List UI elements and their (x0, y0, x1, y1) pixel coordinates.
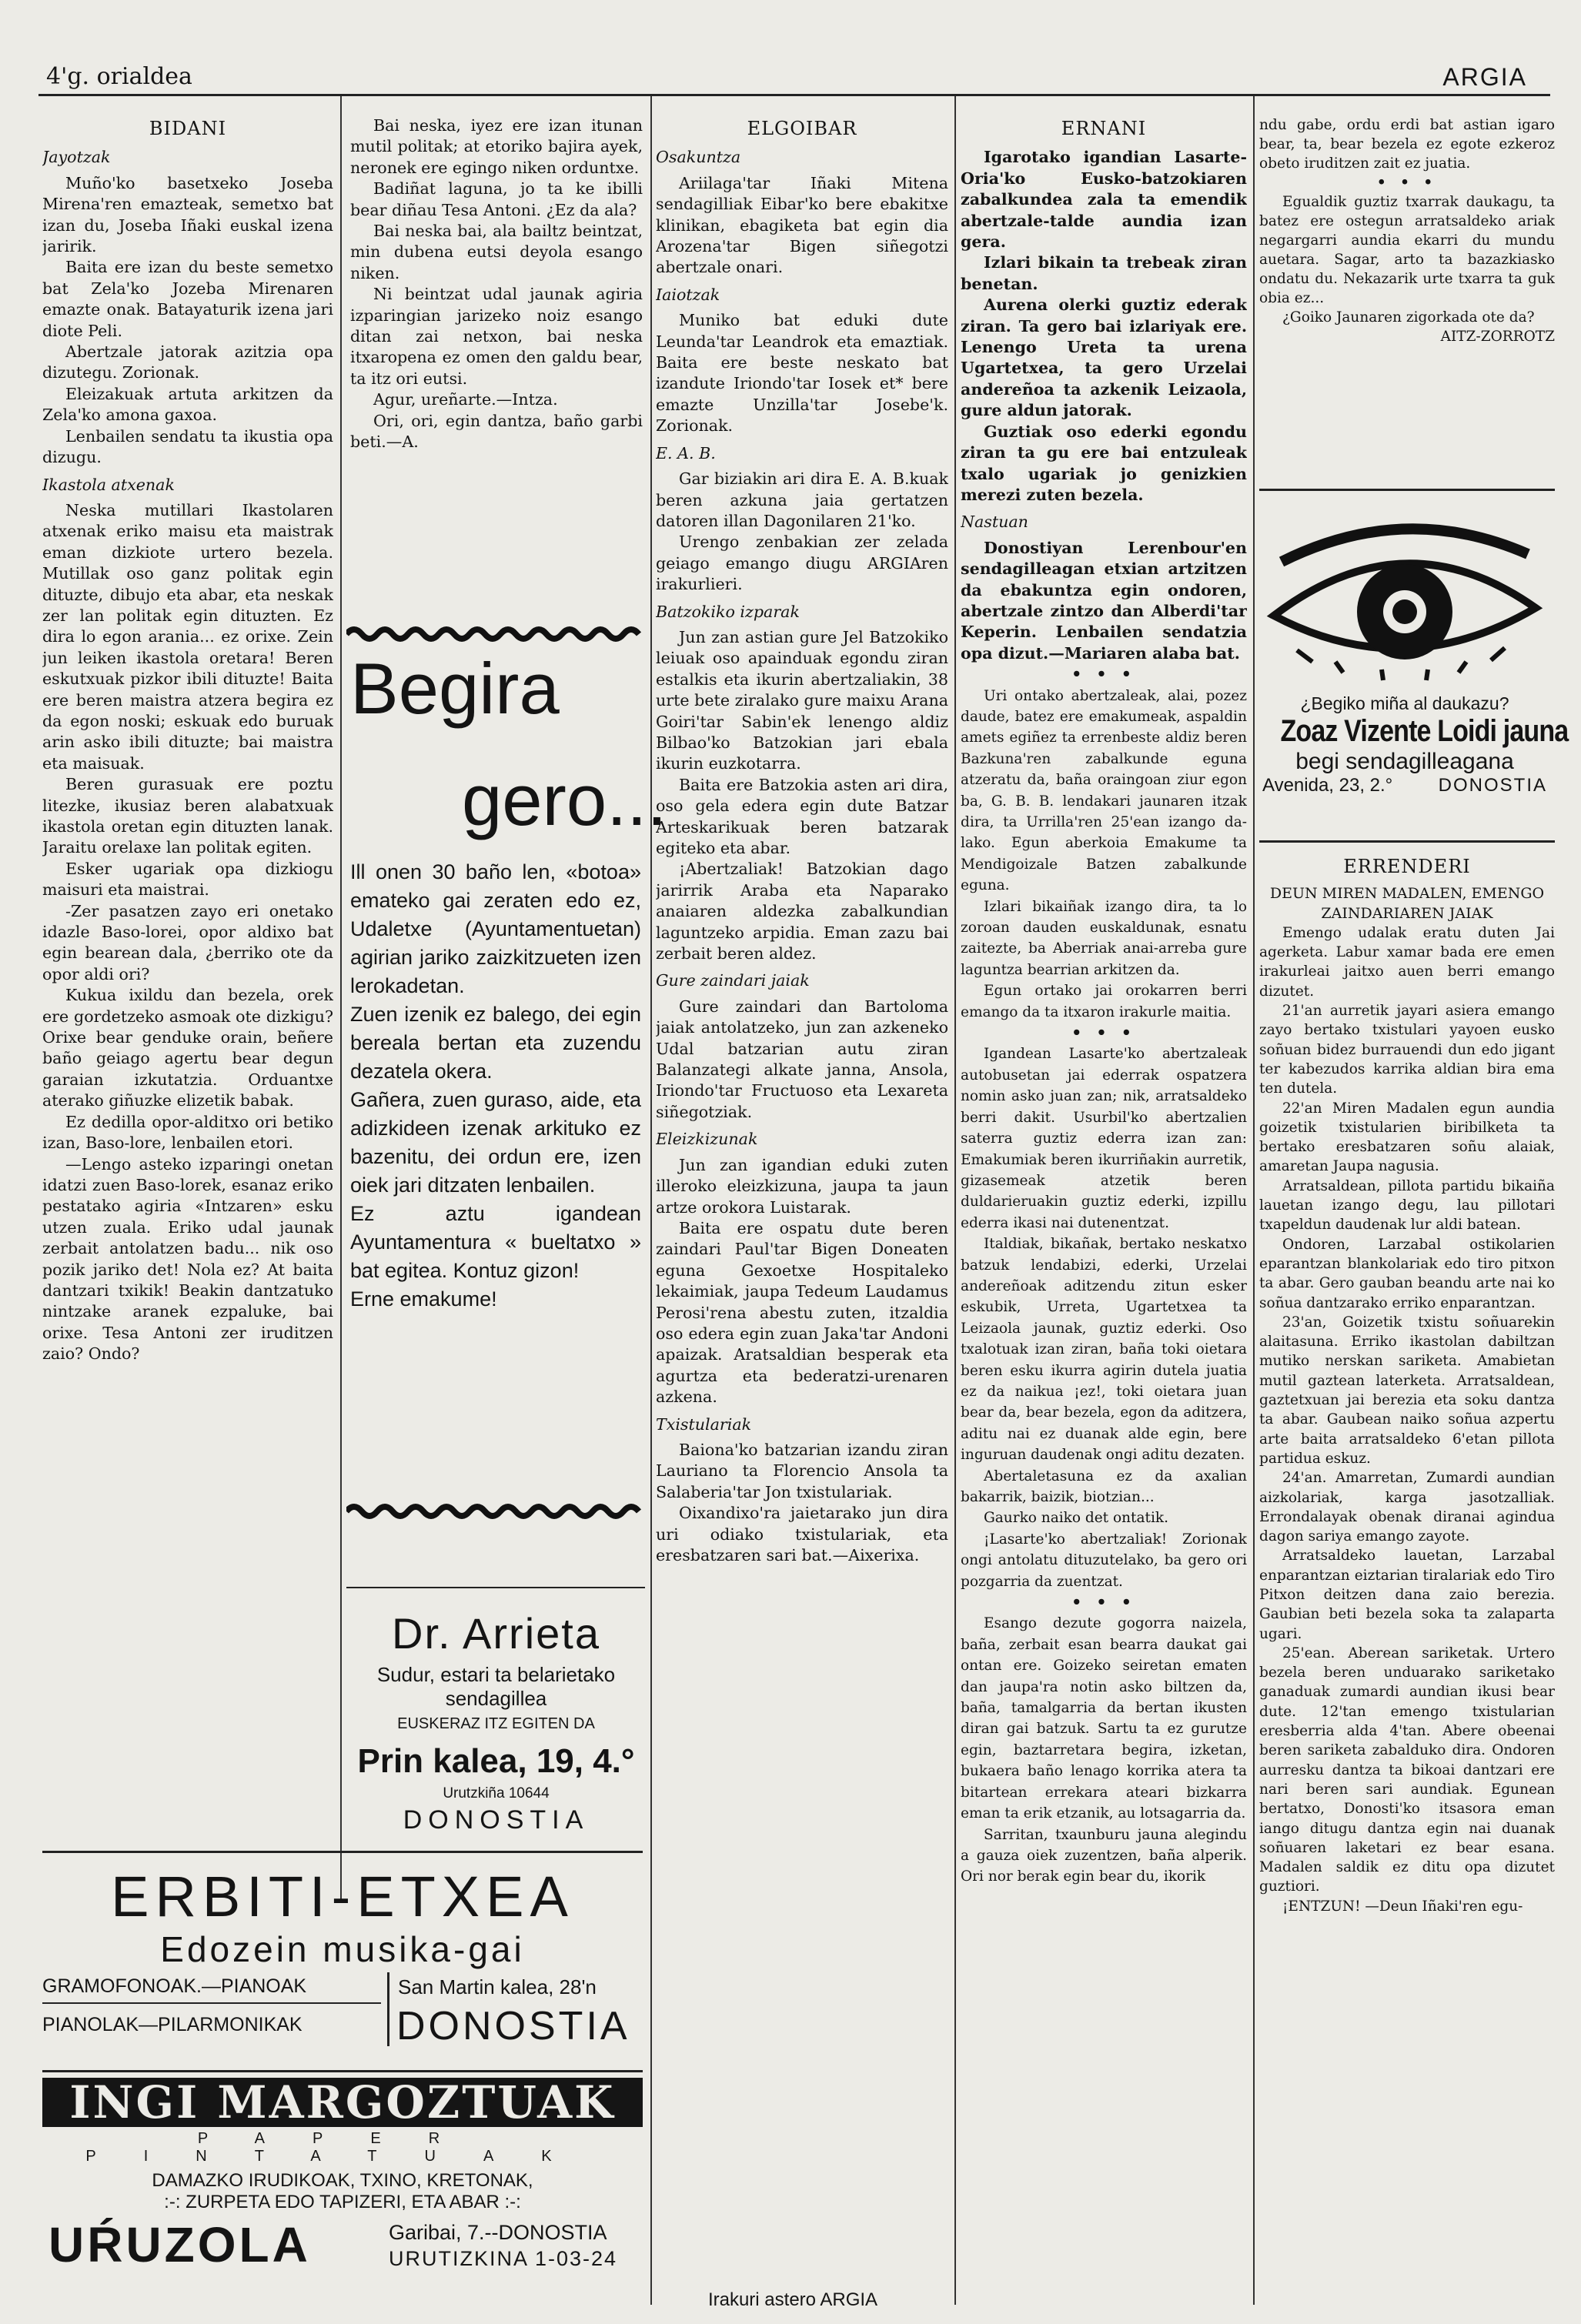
shop-line: DAMAZKO IRUDIKOAK, TXINO, KRETONAK, (152, 2170, 533, 2191)
ad-dr-arrieta (348, 1608, 644, 1835)
separator-stars: • • • (1071, 1023, 1136, 1043)
paragraph: Abertzale jatorak azitzia opa dizutegu. Zorionak. (42, 342, 333, 382)
paragraph: Egun ortako jai orokarren berri emango da ta itxaron irakurle maitia. (961, 983, 1247, 1020)
shop-sub: PAPER PINTATUAK (85, 2130, 600, 2165)
section-title: ERNANI (1061, 118, 1147, 139)
subhead: Gure zaindari jaiak (656, 971, 810, 990)
paragraph: Egualdik guztiz txarrak daukagu, ta batez ere ostegun arratsaldeko ariak negargarri aundia ekarri du mundu auetara. Sagar, arto ta bazazkiasko ondatu du. Nekazarik urte txarra ta guk obia ez... (1259, 194, 1555, 306)
paragraph: Gañera, zuen guraso, aide, eta adizkideen izenak arkituko ez bazenitu, dei ordun ere, izen oiek jari ditzaten lenbailen. (350, 1088, 641, 1197)
paragraph: Neska mutillari Ikastolaren atxenak eriko maisu eta maistrak eman dizkiote urtero bezela. Mutillak oso ganz politak egin dituzte, dibujo eta abar, eta neskak zer lan politak egin dituzten. Ez dira lo egon arania... ez orixe. Zein jun leiken ikastola oretara! Beren eskutxuak pizkor ibili dituzte! Baita ere beren maistra atzera begira ez da egon noski; eskuak edo buruak arin asko ibili dituzte; bai maistra eta maisuak. (42, 500, 333, 773)
rule (346, 1587, 645, 1588)
paragraph: Bai neska, iyez ere izan itunan mutil politak; at etoriko bajira ayek, neronek ere egingo niken orduntxe. (350, 116, 643, 177)
paragraph: Kukua ixildu dan bezela, orek ere gordetzeko asmoak ote dizkigu? Orixe bear genduke orain, beñere baño geiago agertu bear degun garaian izkutatzia. Orduantxe aterako giñuzke elizetik babak. (42, 986, 333, 1110)
ad-gero-title: gero... (462, 760, 667, 840)
paragraph: Izlari bikaiñak izango dira, ta lo zoroan dauden euskaldunak, esnatu zaitezte, ba Aberriak anai-arreba gure laguntza bearrian arkitzen da. (961, 898, 1247, 978)
paragraph: Izlari bikain ta trebeak ziran benetan. (961, 253, 1247, 293)
ad-ingi-margoztuak (42, 2078, 643, 2278)
rule (1259, 840, 1555, 843)
paragraph: 21'an aurretik jayari asiera emango zayo bertako txistulari yayoen eusko soñuan bidez burrauendi dun edo jigant ter kabezudos karrika aldian bira ema ten dutela. (1259, 1003, 1555, 1097)
separator-stars: • • • (1071, 665, 1136, 684)
paragraph: Beren gurasuak ere poztu litezke, ikusiaz beren alabatxuak ikastola oretan egin dituzten lanak. Jaraitu orelaxe lan politak egiten. (42, 775, 333, 857)
paragraph: Baita ere Batzokia asten ari dira, oso gela edera egin dute Batzar Arteskarikuak beren batzarak egiteko eta abar. (656, 775, 948, 857)
divider (387, 1972, 389, 2046)
column-errenderi (1259, 854, 1555, 2305)
address: Avenida, 23, 2.° (1262, 775, 1393, 796)
column-divider (340, 96, 342, 1901)
shop-city: DONOSTIA (396, 2004, 630, 2049)
paragraph: Abertaletasuna ez da axalian bakarrik, baizik, biotzian... (961, 1468, 1247, 1505)
ad-begira-title: Begira (350, 648, 560, 729)
paragraph: 23'an, Goizetik txistu soñuarekin alaitasuna. Erriko ikastolan dabiltzan mutiko nerskan sariketa. Amabietan mutil gaztean laterketa. Arratsaldean, gaztetxuan jai berezia eta soku dantza ta abar. Gaubean naiko soñua azpertu arte baita arratsaldeko 6'etan pillota partidua eskuz. (1259, 1314, 1555, 1467)
paragraph: Emengo udalak eratu duten Jai agerketa. Labur xamar bada ere emen irakurleai jaitxo auen berri emango dizutet. (1259, 924, 1555, 1000)
ad-line: EUSKERAZ ITZ EGITEN DA (397, 1715, 595, 1732)
ad-headline: Zoaz Vizente Loidi jauna (1280, 714, 1569, 748)
column-elgoibar (656, 115, 948, 2278)
address: Prin kalea, 19, 4.° (357, 1742, 635, 1780)
paragraph: Ez dedilla opor-alditxo ori betiko izan, Baso-lore, lenbailen etori. (42, 1112, 333, 1153)
paragraph: Lenbailen sendatu ta ikustia opa dizugu. (42, 426, 333, 467)
ad-erbiti-etxea (42, 1866, 643, 2051)
ad-optician-loidi (1258, 508, 1569, 801)
shop-tagline: Edozein musika-gai (160, 1929, 525, 1969)
wavy-border-bottom (346, 1502, 645, 1521)
wavy-border-top (346, 625, 645, 643)
subhead: Nastuan (961, 513, 1028, 532)
section-title: ERRENDERI (1343, 856, 1471, 877)
subhead: Jayotzak (42, 148, 111, 167)
paragraph: Badiñat laguna, jo ta ke ibilli bear diñau Tesa Antoni. ¿Ez da ala? (350, 179, 643, 219)
subhead: E. A. B. (656, 443, 716, 462)
paragraph: Muniko bat eduki dute Leunda'tar Leandrok eta emaztiak. Baita ere beste neskato bat izandute Iriondo'tar Iosek et* bere emazte Unzilla'tar Josebe'k. Zorionak. (656, 311, 948, 436)
paragraph: Gure zaindari dan Bartoloma jaiak antolatzeko, jun zan azkeneko Udal batzarian autu ziran Balanzategi alkate janna, Ansola, Iriondo'tar Fructuoso eta Lexareta siñegotziak. (656, 997, 948, 1121)
subhead: Txistulariak (656, 1414, 752, 1434)
shop-address: Garibai, 7.--DONOSTIA (389, 2221, 607, 2244)
ad-line: Sudur, estari ta belarietako (376, 1663, 616, 1686)
subhead: Ikastola atxenak (42, 475, 175, 494)
column-bidani (42, 115, 333, 1839)
shop-name: ERBITI-ETXEA (111, 1865, 574, 1928)
paragraph: Donostiyan Lerenbour'en sendagilleagan etxian artzitzen da ebakuntza egin ondoren, abertzale zintzo dan Alberdi'tar Keperin. Lenbailen sendatzia opa dizut.—Mariaren alaba bat. (961, 538, 1247, 663)
paragraph: Ill onen 30 baño len, «botoa» emateko gai zeraten edo ez, Udaletxe (Ayuntamentuetan) agirian jariko zaizkitzueten izen lerokadetan. (350, 860, 641, 997)
paragraph: Sarritan, txaunburu jauna alegindu a gauza oiek zuzentzen, baña alperik. Ori nor berak egin bear du, ikorik (961, 1826, 1247, 1885)
paragraph: Jun zan astian gure Jel Batzokiko leiuak oso apainduak egondu ziran estalkis eta ikurin abertzaliakin, 38 urte bete ziralako gure maixu Arana Goiri'tar Sabin'ek lenengo aldiz Bilbao'ko Batzokian jari ebala ikurin euzkotarra. (656, 627, 948, 773)
paragraph: Agur, ureñarte.—Intza. (373, 390, 558, 409)
paragraph: ¡ENTZUN! —Deun Iñaki'ren egu- (1282, 1898, 1523, 1915)
paragraph: Erne emakume! (350, 1287, 497, 1311)
paragraph: Ni beintzat udal jaunak agiria izparingian jarizeko noiz esango ditan zai netxon, bai neska itxaropena ez omen den galdu bear, ta itz ori eutsi. (350, 285, 643, 388)
rule (1259, 489, 1555, 491)
section-title: ELGOIBAR (747, 118, 857, 139)
paragraph: Igarotako igandian Lasarte-Oria'ko Eusko-batzokiaren zabalkundea zala ta emendik abertzale-talde aundia izan gera. (961, 148, 1247, 252)
subhead: Batzokiko izparak (656, 602, 800, 621)
brand-uruzola: UŔUZOLA (48, 2217, 311, 2272)
paragraph: 25'ean. Aberean sariketak. Urtero bezela beren unduarako sariketako ganaduak zumardi aundian ikusi bear dute. 12'tan emengo txistularian eresberria alda 4'tan. Abere obeenai beren sariketa zabalduko dira. Ondoren aurresku dantza ta bikoai dantzari ere nari beren sari aundiak. Egunean bertatxo, Donosti'ko itsasora eman iango ditugu dantza egin nai duanak soñuaren laketari ez bear esana. Madalen saldik ez ditu opa dizutet guztiori. (1259, 1644, 1555, 1895)
paragraph: Gar biziakin ari dira E. A. B.kuak beren azkuna jaia gertatzen datoren illan Dagonilaren 21'ko. (656, 469, 948, 530)
eye-icon (1266, 508, 1543, 685)
paragraph: Gaurko naiko det ontatik. (984, 1510, 1168, 1527)
paragraph: Baiona'ko batzarian izandu ziran Lauriano ta Florencio Ansola ta Salaberia'tar Jon txistulariak. (656, 1440, 948, 1501)
paragraph: Urengo zenbakian zer zelada geiago emango diugu ARGIAren irakurlieri. (656, 533, 948, 594)
rule (42, 1851, 643, 1853)
paragraph: Baita ere izan du beste semetxo bat Zela'ko Jozeba Mirenaren emazte onak. Batayaturik izena jari diote Peli. (42, 258, 333, 340)
ad-line: begi sendagilleagana (1295, 749, 1514, 774)
masthead-argia: ARGIA (1442, 63, 1527, 91)
city: DONOSTIA (1438, 775, 1547, 796)
paragraph: Igandean Lasarte'ko abertzaleak autobusetan jai ederrak ospatzera nomin asko juan zan; nik, arratsaldeko berri dakit. Usurbil'ko abertzalien saterra guztiz ederra izan zan: Emakumiak beren ikurriñakin aurretik, gizasemeak atzetik beren duldarieruakin guztiz ederki, izpillu ederra ikasi nai dutenentzat. (961, 1046, 1247, 1231)
doctor-name: Dr. Arrieta (392, 1609, 600, 1658)
separator-stars: • • • (1071, 1593, 1136, 1612)
column-2-top (350, 115, 643, 623)
subhead: Iaiotzak (656, 285, 720, 304)
shop-address: San Martin kalea, 28'n (398, 1975, 597, 1998)
separator-stars: • • • (1376, 175, 1438, 191)
subhead: Eleizkizunak (656, 1130, 758, 1149)
signature: AITZ-ZORROTZ (1440, 329, 1555, 345)
paragraph: Ondoren, Larzabal ostikolarien eparantzan blankolariak edo tiro pitxon ta abar. Gero gauban beandu arte nai ko soñua dantzarako erriko enparantzan. (1259, 1236, 1555, 1311)
paragraph: Esango dezute gogorra naizela, baña, zerbait esan bearra daukat gai ontan ere. Goizeko seiretan ematen dan jaupa'ra notin asko biltzen da, baña, tamalgarria da bertan ikusten diran gai batzuk. Sartu ta ez gurutze egin, baztarretara begira, izketan, bukaera baño lenago korrika atera ta bitartean errekara ateari bizkarra eman ta erik etzanik, au lotsagarria da. (961, 1615, 1247, 1822)
section-title: BIDANI (149, 118, 227, 139)
paragraph: Ori, ori, egin dantza, baño garbi beti.—A. (350, 411, 643, 452)
paragraph: Guztiak oso ederki egondu ziran ta gu ere bai entzuleak txalo ugariak jo genizkien merezi zuten bezela. (961, 422, 1247, 504)
column-5-top (1259, 115, 1555, 477)
paragraph: Zuen izenik ez balego, dei egin bereala bertan eta zuzendu dezatela okera. (350, 1003, 641, 1083)
column-ernani (961, 115, 1247, 2309)
paragraph: ¡Lasarte'ko abertzaliak! Zorionak ongi antolatu dituzutelako, ba gero ori pozgarria da zuentzat. (961, 1531, 1247, 1590)
paragraph: Esker ugariak opa dizkiogu maisuri eta maistrai. (42, 859, 333, 900)
ad-question: ¿Begiko miña al daukazu? (1300, 693, 1509, 713)
ad-begira-body (350, 858, 641, 1497)
paragraph: Italdiak, bikañak, bertako neskatxo batzuk lendabizi, ederki, Urzelai andereñoak aditzendu zitun esker eskubik, Urreta, Ugartetxea ta Leizaola jaunak, guztiz ederki. Oso txalotuak izan ziran, baña toki oietara beren esku ikurra agirin dutela juatia ez da naikua ¡ez!, toki oietara juan bear da, bear bezela, egon da aditzera, aditu nai ez duanak alde egin, bere inguruan daudenak ongi aditu dezaten. (961, 1236, 1247, 1464)
paragraph: 24'an. Amarretan, Zumardi aundian aizkolariak, karga jasotzalliak. Errondalayak obenak diranai agindua dagon sariya emango zayote. (1259, 1470, 1555, 1545)
shop-name: INGI MARGOZTUAK (42, 2078, 643, 2127)
paragraph: -Zer pasatzen zayo eri onetako idazle Baso-lorei, opor aldixo bat egin bearean dala, ¿berriko ote da opor aldi ori? (42, 901, 333, 983)
paragraph: Aurena olerki guztiz ederak ziran. Ta gero bai izlariyak ere. Lenengo Ureta ta urena Ugartetxea, ta gero Urzelai andereñoa ta azkenik Leizaola, gure aldun jatorak. (961, 296, 1247, 420)
page-number: 4'g. orialdea (46, 63, 192, 90)
rule (42, 2070, 643, 2072)
paragraph: Uri ontako abertzaleak, alai, pozez daude, batez ere emakumeak, aspaldin amets egiñez ta errenbeste aldiz beren Bazkuna'ren zabalkunde eguna atzeratu da, baña oraingoan ziur egon ba, G. B. B. lendakari jaunaren itzak dira, ta Urrilla'ren 25'ean izango da-lako. Egun aberkoia Emakume ta Mendigoizale Batzen zabalkunde eguna. (961, 687, 1247, 894)
paragraph: ¿Goiko Jaunaren zigorkada ote da? (1282, 309, 1535, 326)
paragraph: Baita ere ospatu dute beren zaindari Paul'tar Bigen Doneaten eguna Gexoetxe Hospitaleko lekaimiak, jaupa Tedeum Laudamus Perosi'rena abestu zuten, itzaldia oso edera egin zuan Jaka'tar Andoni apaizak. Aratsaldian besperak eta agurtza eta bederatzi-urenaren azkena. (656, 1218, 948, 1407)
paragraph: Jun zan igandian eduki zuten illeroko eleizkizuna, jaupa ta jaun artze orokora Luistarak. (656, 1155, 948, 1217)
shop-line: :-: ZURPETA EDO TAPIZERI, ETA ABAR :-: (164, 2192, 521, 2212)
paragraph: Oixandixo'ra jaietarako jun dira uri odiako txistulariak, eta eresbatzaren sari bat.—Aixerixa. (656, 1504, 948, 1564)
city: DONOSTIA (403, 1805, 590, 1835)
paragraph: Ez aztu igandean Ayuntamentura « bueltatxo » bat egitea. Kontuz gizon! (350, 1202, 641, 1282)
shop-phone: URUTIZKINA 1-03-24 (389, 2247, 618, 2270)
phone: Urutzkiña 10644 (443, 1785, 550, 1801)
paragraph: ndu gabe, ordu erdi bat astian igaro bear, ta, bear bezela ez egote ezkeroz obeto iruditzen zait ez juatia. (1259, 117, 1555, 172)
ad-line: sendagillea (445, 1687, 547, 1710)
paragraph: —Lengo asteko izparingi onetan idatzi zuen Baso-lorek, esanaz eriko pestatako agiria «Intzaren» esku utzen zuala. Eriko udal jaunak zerbait antolatzen badu... nik oso pozik jariko det! Nola ez? At baita dantzari txikik! Beakin dantzatuko nintzake aranek ezpaluke, bai orixe. Tesa Antoni zer iruditzen zaio? Ondo? (42, 1154, 333, 1364)
paragraph: 22'an Miren Madalen egun aundia goizetik txistularien biribilketa ta bertako eresbatzaren soñu alaiak, amaretan Jaupa nagusia. (1259, 1100, 1555, 1175)
paragraph: Muño'ko basetxeko Joseba Mirena'ren emazteak, semetxo bat izan du, Joseba Iñaki euskal izena jaririk. (42, 173, 333, 256)
read-argia-footer: Irakuri astero ARGIA (707, 2289, 878, 2310)
column-divider (954, 96, 956, 2305)
paragraph: Arratsaldeko lauetan, Larzabal enparantzan eiztarian tiralariak edo Tiro Pitxon deitzen dana zaio berezia. Gaubian beti bezela soka ta zalaparta ugari. (1259, 1548, 1555, 1642)
subhead: Osakuntza (656, 148, 741, 167)
headline: DEUN MIREN MADALEN, EMENGO ZAINDARIAREN JAIAK (1269, 885, 1545, 922)
header-rule (38, 94, 1550, 96)
shop-line: PIANOLAK—PILARMONIKAK (42, 2014, 302, 2035)
column-divider (1253, 96, 1255, 2305)
paragraph: Eleizakuak artuta arkitzen da Zela'ko amona gaxoa. (42, 384, 333, 425)
paragraph: ¡Abertzaliak! Batzokian dago jarirrik Araba eta Naparako anaiaren aldezka zabalkundian laguntzeko arpidia. Eman zazu bai zerbait beren aldez. (656, 860, 948, 963)
paragraph: Bai neska bai, ala bailtz beintzat, min dubena eutsi deyola esango niken. (350, 222, 643, 282)
column-divider (650, 96, 652, 2305)
paragraph: Arratsaldean, pillota partidu bikaiña lauetan izango degu, lau pillotari txapeldun daudenak lur aldi batean. (1259, 1177, 1555, 1234)
shop-line: GRAMOFONOAK.—PIANOAK (42, 1975, 381, 2004)
paragraph: Ariilaga'tar Iñaki Mitena sendagilliak Eibar'ko bere ebakitxe klinikan, ebagiketa bat egin dia Arozena'tar Bigen siñegotzi abertzale onari. (656, 173, 948, 277)
